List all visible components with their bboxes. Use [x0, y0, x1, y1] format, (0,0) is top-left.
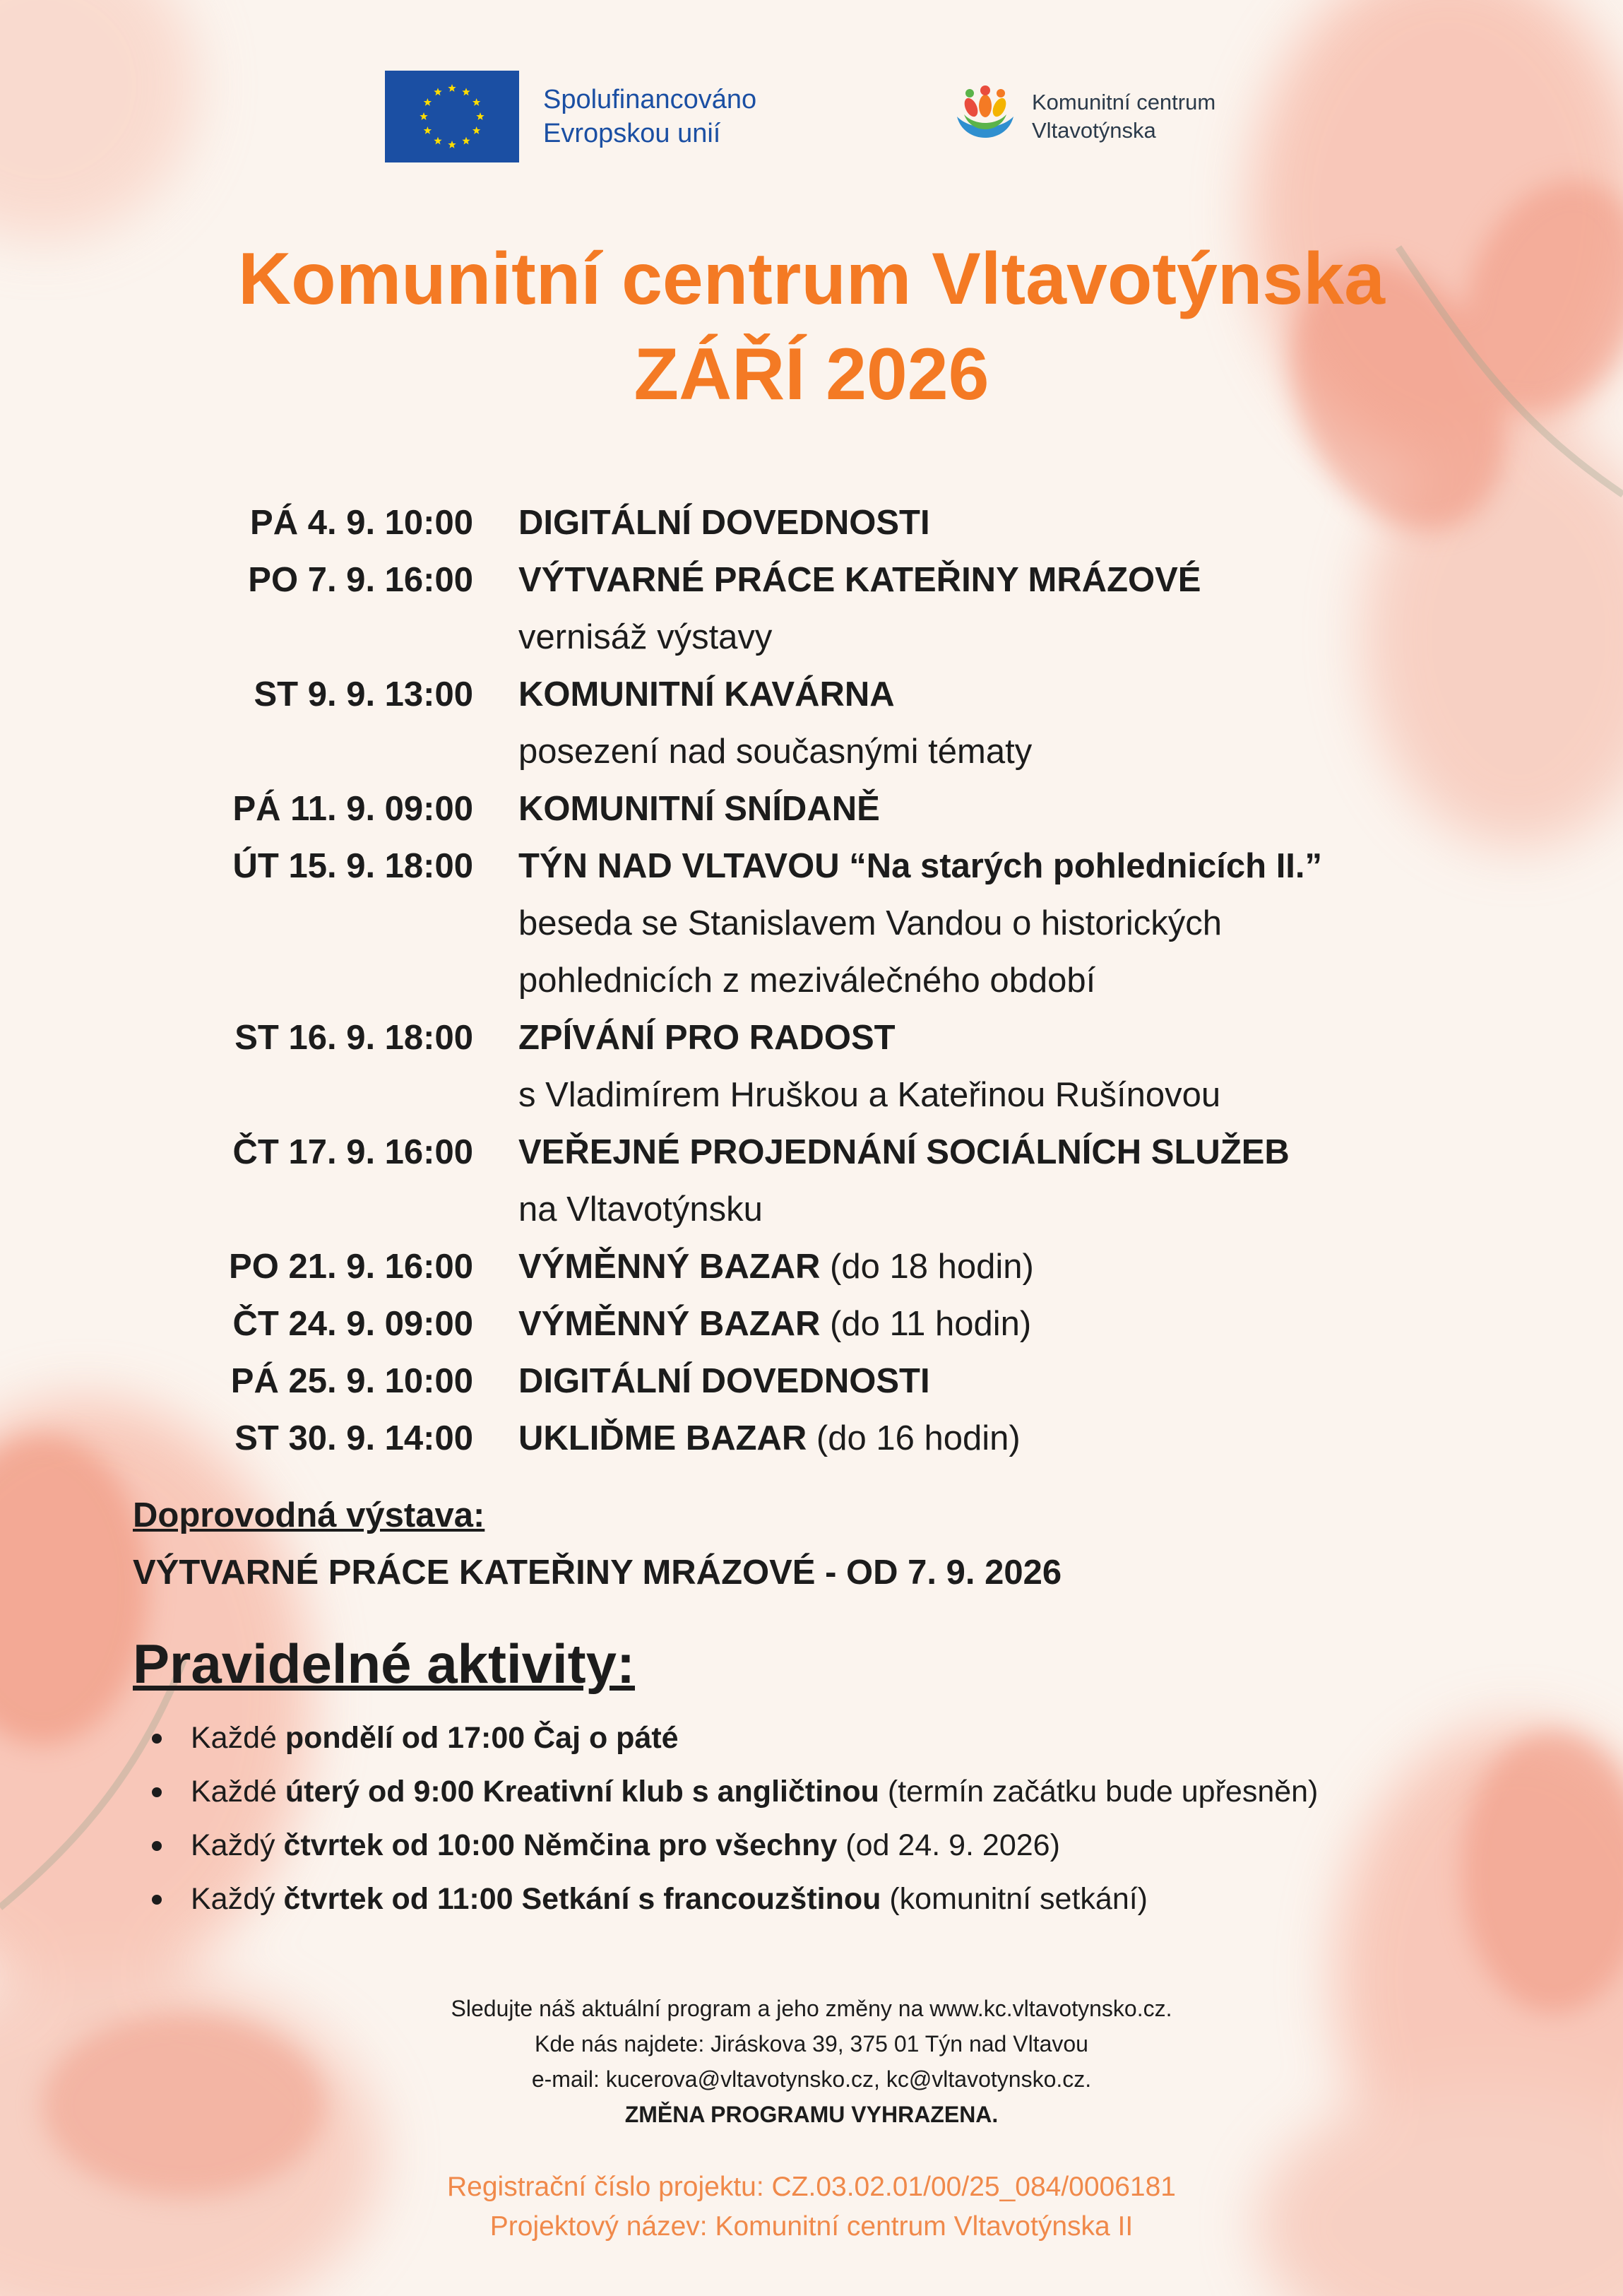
project-name: Projektový název: Komunitní centrum Vltavotýnska II: [489, 2211, 1134, 2242]
schedule-row: [127, 1238, 1322, 1296]
activity-item: [152, 1765, 1318, 1818]
footer-email-line: e-mail: kucerova@vltavotynsko.cz, kc@vltavotynsko.cz.: [531, 2066, 1092, 2092]
schedule-row-detail: [127, 1181, 1322, 1238]
activity-name: pondělí od 17:00 Čaj o páté: [285, 1721, 679, 1755]
schedule-row: [127, 1353, 1322, 1410]
event-detail: na Vltavotýnsku: [518, 1190, 763, 1229]
event-date: PO 21. 9. 16:00: [229, 1248, 473, 1286]
activity-name: úterý od 9:00 Kreativní klub s angličtinou: [285, 1775, 879, 1809]
event-title: VEŘEJNÉ PROJEDNÁNÍ SOCIÁLNÍCH SLUŽEB: [518, 1133, 1290, 1171]
schedule-row: [127, 1010, 1322, 1067]
activity-frequency: Každý: [191, 1882, 284, 1916]
activity-item: [152, 1872, 1318, 1926]
event-title: VÝMĚNNÝ BAZAR: [518, 1305, 821, 1343]
event-description: [518, 495, 930, 552]
event-description: [518, 781, 880, 838]
schedule-row-detail: [127, 609, 1322, 666]
event-date: PÁ 11. 9. 09:00: [232, 790, 473, 828]
event-date: PO 7. 9. 16:00: [248, 561, 473, 599]
event-detail: s Vladimírem Hruškou a Kateřinou Rušínovou: [518, 1076, 1221, 1114]
event-date: ST 9. 9. 13:00: [254, 675, 473, 714]
schedule-row-detail: [127, 1067, 1322, 1124]
eu-logo-line2: Evropskou unií: [543, 119, 721, 148]
event-date: ST 30. 9. 14:00: [234, 1419, 473, 1457]
footer-address-line: Kde nás najdete: Jiráskova 39, 375 01 Týn nad Vltavou: [535, 2031, 1088, 2057]
event-detail: pohlednicích z meziválečného období: [518, 961, 1096, 1000]
exhibition-text: VÝTVARNÉ PRÁCE KATEŘINY MRÁZOVÉ - OD 7. 9. 2026: [133, 1554, 1062, 1592]
event-description: [518, 895, 1222, 952]
event-title: KOMUNITNÍ SNÍDANĚ: [518, 790, 880, 828]
event-title: KOMUNITNÍ KAVÁRNA: [518, 675, 895, 714]
regular-activities-heading: Pravidelné aktivity:: [133, 1633, 635, 1695]
schedule-row: [127, 1410, 1322, 1467]
event-description: [518, 666, 895, 723]
event-description: [518, 1353, 930, 1410]
schedule-row: [127, 552, 1322, 609]
activity-frequency: Každé: [191, 1721, 285, 1755]
event-schedule: [127, 495, 1322, 1467]
project-info: [0, 2167, 1623, 2247]
event-detail: posezení nad současnými tématy: [518, 733, 1033, 771]
event-title: VÝTVARNÉ PRÁCE KATEŘINY MRÁZOVÉ: [518, 561, 1201, 599]
eu-flag-icon: [385, 71, 519, 162]
activity-item: [152, 1818, 1318, 1872]
event-detail: (do 11 hodin): [820, 1305, 1032, 1343]
event-date: PÁ 4. 9. 10:00: [250, 504, 473, 542]
exhibition-block: [133, 1487, 1062, 1602]
event-title: UKLIĎME BAZAR: [518, 1419, 807, 1457]
event-description: [518, 723, 1032, 781]
event-description: [518, 552, 1201, 609]
kc-logo: [950, 78, 1215, 155]
kc-logo-line1: Komunitní centrum: [1032, 90, 1216, 114]
page-subtitle-month: ZÁŘÍ 2026: [634, 333, 989, 415]
schedule-row: [127, 1296, 1322, 1353]
event-description: [518, 1410, 1021, 1467]
event-description: [518, 1238, 1034, 1296]
event-description: [518, 1181, 763, 1238]
event-title: VÝMĚNNÝ BAZAR: [518, 1248, 821, 1286]
project-registration-number: Registrační číslo projektu: CZ.03.02.01/00/25_084/0006181: [446, 2172, 1176, 2202]
activity-item: [152, 1711, 1318, 1765]
footer-website-line: Sledujte náš aktuální program a jeho změny na www.kc.vltavotynsko.cz.: [451, 1996, 1172, 2021]
event-description: [518, 838, 1322, 895]
event-description: [518, 952, 1095, 1010]
schedule-row-detail: [127, 952, 1322, 1010]
schedule-row: [127, 1124, 1322, 1181]
kc-logo-line2: Vltavotýnska: [1032, 118, 1156, 143]
regular-activities-list: [152, 1711, 1318, 1926]
eu-cofinancing-logo: [385, 71, 756, 162]
event-date: PÁ 25. 9. 10:00: [230, 1362, 473, 1400]
event-title: ZPÍVÁNÍ PRO RADOST: [518, 1019, 896, 1057]
event-title: DIGITÁLNÍ DOVEDNOSTI: [518, 504, 930, 542]
activity-note: (komunitní setkání): [881, 1882, 1148, 1916]
footer-disclaimer: ZMĚNA PROGRAMU VYHRAZENA.: [624, 2102, 999, 2127]
event-detail: vernisáž výstavy: [518, 618, 773, 656]
activity-frequency: Každý: [191, 1828, 284, 1862]
page-title: Komunitní centrum Vltavotýnska: [238, 238, 1385, 320]
activity-note: (od 24. 9. 2026): [837, 1828, 1060, 1862]
activity-name: čtvrtek od 11:00 Setkání s francouzštinou: [283, 1882, 881, 1916]
schedule-row: [127, 495, 1322, 552]
footer-info: [0, 1991, 1623, 2132]
event-date: ČT 17. 9. 16:00: [232, 1133, 473, 1171]
event-description: [518, 1124, 1290, 1181]
schedule-row: [127, 838, 1322, 895]
eu-logo-line1: Spolufinancováno: [543, 85, 757, 114]
event-description: [518, 1296, 1031, 1353]
event-title: TÝN NAD VLTAVOU “Na starých pohlednicích II.”: [518, 847, 1323, 885]
schedule-row-detail: [127, 895, 1322, 952]
schedule-row-detail: [127, 723, 1322, 781]
event-description: [518, 609, 772, 666]
exhibition-label: Doprovodná výstava:: [133, 1496, 485, 1534]
event-description: [518, 1067, 1220, 1124]
schedule-row: [127, 666, 1322, 723]
event-description: [518, 1010, 896, 1067]
event-date: ČT 24. 9. 09:00: [232, 1305, 473, 1343]
event-title: DIGITÁLNÍ DOVEDNOSTI: [518, 1362, 930, 1400]
event-date: ST 16. 9. 18:00: [234, 1019, 473, 1057]
activity-name: čtvrtek od 10:00 Němčina pro všechny: [283, 1828, 838, 1862]
community-center-flower-icon: [950, 78, 1021, 155]
event-detail: (do 18 hodin): [820, 1248, 1034, 1286]
event-date: ÚT 15. 9. 18:00: [232, 847, 473, 885]
event-detail: (do 16 hodin): [807, 1419, 1021, 1457]
event-detail: beseda se Stanislavem Vandou o historických: [518, 904, 1222, 942]
schedule-row: [127, 781, 1322, 838]
activity-note: (termín začátku bude upřesněn): [879, 1775, 1319, 1809]
activity-frequency: Každé: [191, 1775, 285, 1809]
